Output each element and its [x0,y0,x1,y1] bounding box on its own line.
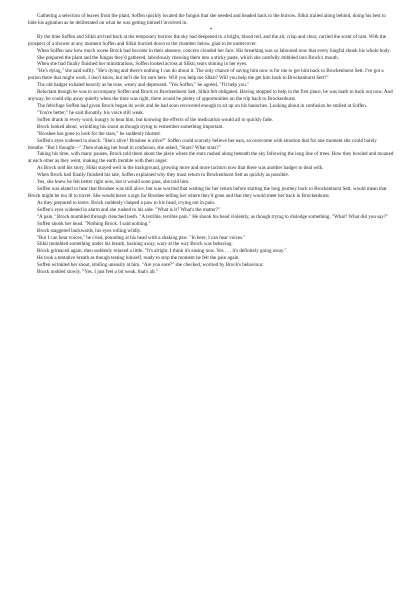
paragraph: Slikit mumbled something under his breath, backing away, wary at the way Brock was behaving. [37,241,233,248]
paragraph: When Soffen saw how much worse Brock had become in their absence, concern clouded her face. His breathing was so laboured now that every lungful shook his whole body. [37,47,391,54]
paragraph: Soffen shook her head. "Nothing Brock. I said nothing." [37,220,151,227]
paragraph: Soffen's eyes widened in alarm and she rushed to his side. "What is it? What's the matter?" [37,206,221,213]
paragraph: As Brock told his story, Slikit stayed well in the background, growing more and more taciturn now that there was another badger to deal with. [37,165,324,172]
paragraph: Taking his time, with many pauses, Brock told them about the place where the stars rushed along beneath the sky following the long line of trees. How they howled and moaned at each other as they went, making the earth tremble with their anger. [28,151,394,165]
paragraph: "Broshee has gone to look for the stars," he suddenly blurted. [37,130,161,137]
paragraph: Brock nodded slowly. "Yes. I just feel a bit weak, that's all." [37,269,158,276]
paragraph: Brock looked about, wrinkling his snout as though trying to remember something important. [37,123,224,130]
paragraph: Soffen was elated to hear that Broshee was still alive, but was worried that waiting for her return before starting the long journey back to Brockenhurst Sett, would mean that Brock might be too ill to travel. She would leave a sign for Broshee telling her where they'd gone and that they would meet her back in Brockenhurst. [28,186,387,199]
document-page [28,13,394,276]
paragraph: "He's dying," she said softly. "He's dying and there's nothing I can do about it. The only chance of saving him now is for me to get him back to Brockenhurst Sett. I've got a potion there that might work. I don't know, but he'll die for sure here. Will you help me Slikit? Will you help me get him back to Brockenhurst Sett?" [28,68,384,82]
paragraph: Soffen drank in every word, hungry to hear him, but knowing the effects of the medication would all to quickly fade. [37,116,273,123]
paragraph: The febrifuge Soffen had given Brock began its work and he had soon recovered enough to sit up on his haunches. Looking about in confusion he smiled at Soffen. [37,102,368,109]
paragraph: As they prepared to leave, Brock suddenly clasped a paw to his head, crying out in pain. [37,199,216,206]
paragraph: "But I can hear voices," he cried, pounding at his head with a shaking paw. "In here, I can hear voices." [37,234,246,241]
paragraph: She prepared the plant and the fungus they'd gathered, laboriously chewing them into a sticky paste, which she carefully dribbled into Brock's mouth. [37,54,339,61]
paragraph: Soffen's eyes widened in shock. "She's alive? Broshee is alive?" Soffen could scarcely believe her ears, so overcome with emotion that for one moment she could barely breathe. "But I thought—" Then shaking her head in confusion, she asked, "Stars? What stars?" [28,137,377,151]
paragraph: He took a tentative breath as though testing himself, ready to stop the moment he felt the pain again. [37,255,240,262]
paragraph: When Brock had finally finished his tale, Soffen explained why they must return to Brockenhurst Sett as quickly as possible. [37,172,290,179]
paragraph: Reluctant though he was to accompany Soffen and Brock to Brockenhurst Sett, Slikit felt obligated. Having stopped to help in the first place, he was loath to back out now. And anyway, he could slip away quietly when the time was right, there would be plenty of opportunities on the trip back to Brockenhurst. [28,89,393,103]
paragraph: Yes, she knew he felt better right now, but it would soon pass, she told him. [37,179,190,186]
paragraph: The old badger exhaled heavily as he rose, weary and depressed. "Yes Soffen," he agreed, "I'll help you." [37,82,250,89]
paragraph: "A pain," Brock mumbled through clenched teeth. "A terrible, terrible pain." He shook his head violently, as though trying to dislodge something. "What? What did you say?" [37,213,389,220]
paragraph: Brock grimaced again, then suddenly relaxed a little. "It's alright. I think it's easing now. Yes . . . it's definitely going away." [37,248,287,255]
paragraph: Brock staggered backwards, his eyes rolling wildly. [37,227,142,234]
paragraph: Gathering a selection of leaves from the plant, Soffen quickly located the fungus that she needed and headed back to the burrow. Slikit trailed along behind, doing his best to hide his agitation as he deliberated on what he was getting himself involved in. [28,13,386,26]
scene-break: * [209,26,213,33]
paragraph: By the time Soffen and Slikit arrived back at the temporary burrow the sky had deepened to a bright, blood red, and the air, crisp and clear, carried the scent of rain. With the prospect of a shower at any moment Soffen and Slikit hurried down to the chamber below, glad to be undercover. [28,33,387,47]
paragraph: When she had finally finished her ministrations, Soffen looked across at Slikit, tears shining in her eyes. [37,61,248,68]
paragraph: "You're better," he said throatily, his voice still weak. [37,109,145,116]
paragraph: Soffen wrinkled her snout, smiling uneasily at him. "Are you sure?" she checked, worried by Brock's behaviour. [37,262,264,269]
